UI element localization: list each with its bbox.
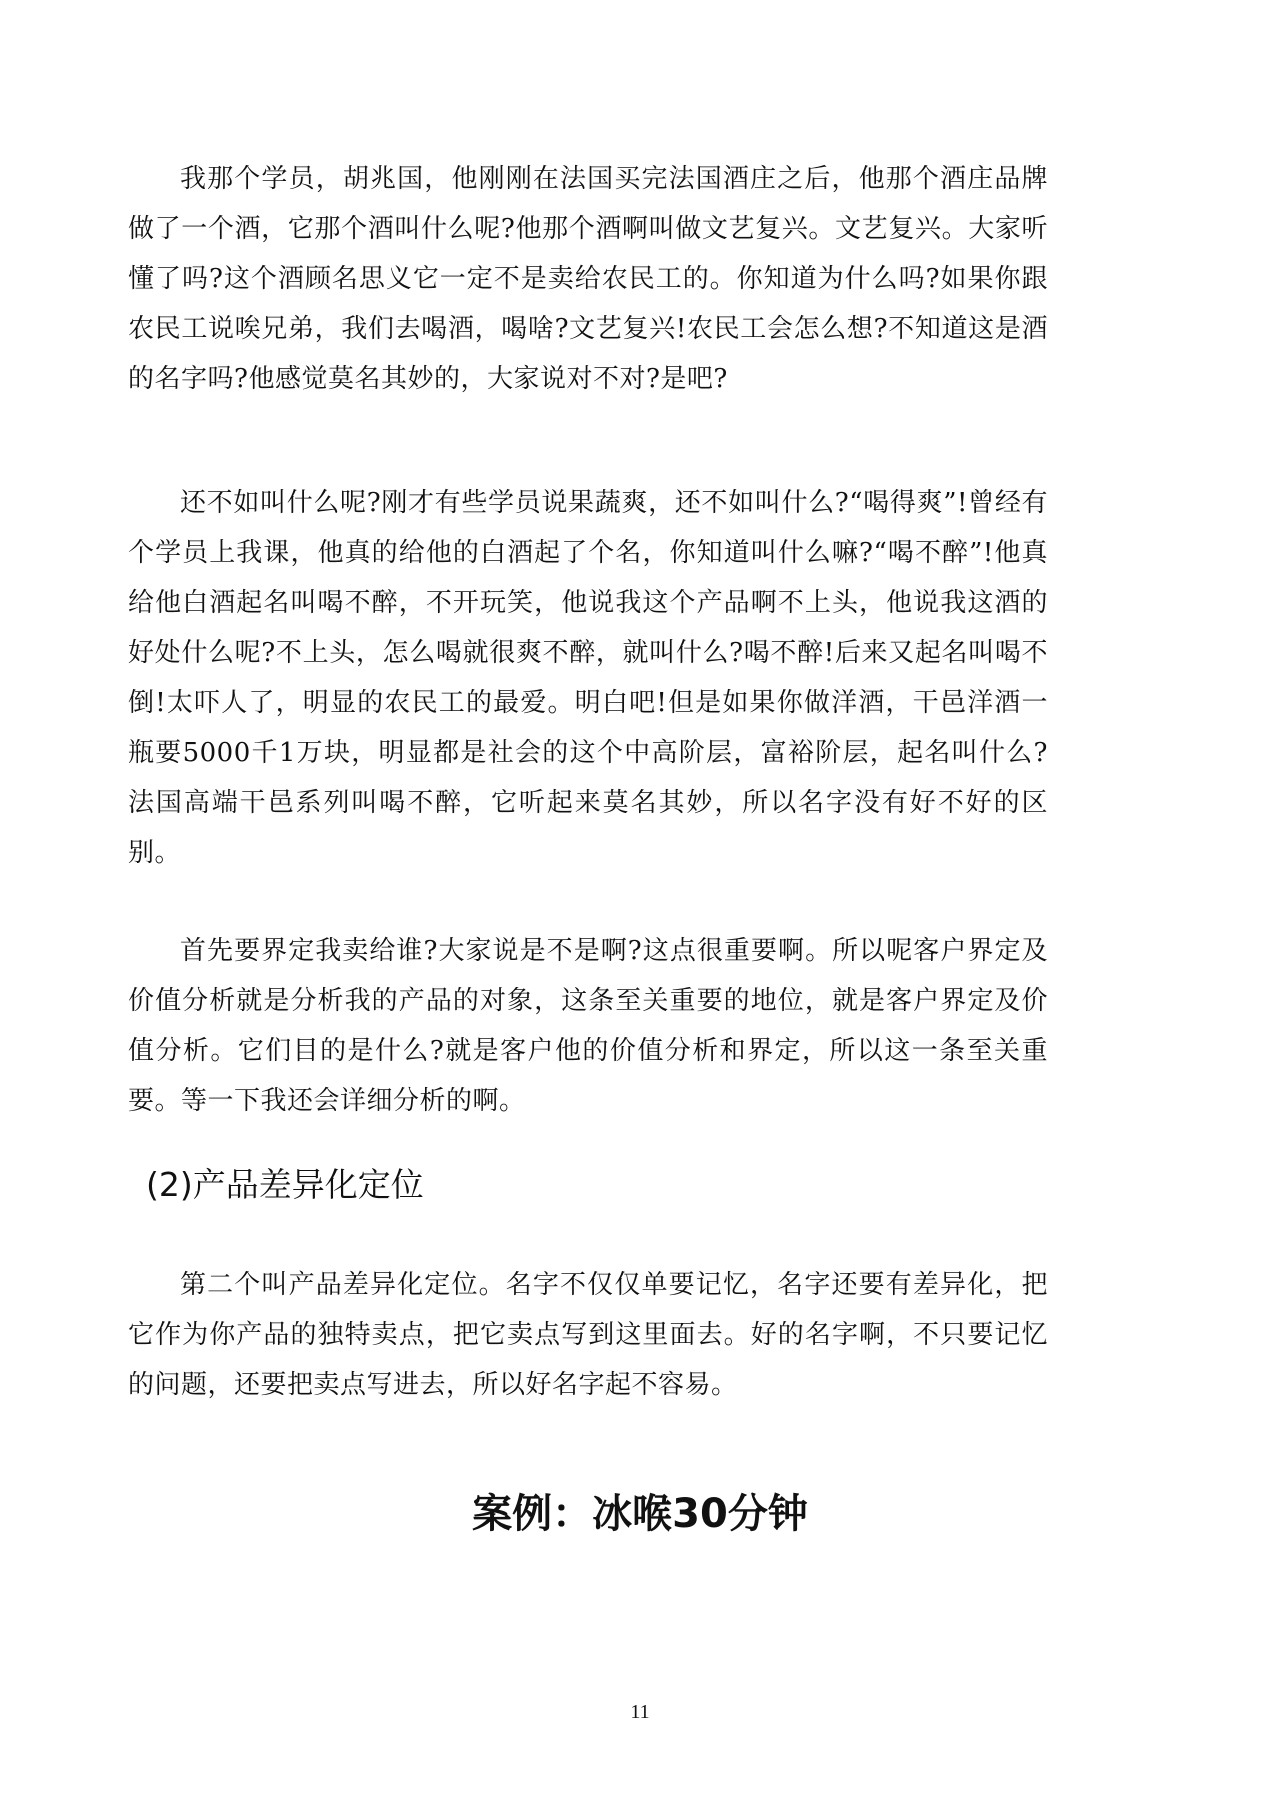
case-title: 案例：冰喉30分钟 — [472, 1491, 808, 1537]
paragraph-wine-name-story: 我那个学员，胡兆国，他刚刚在法国买完法国酒庄之后，他那个酒庄品牌做了一个酒，它那个酒叫什么呢?他那个酒啊叫做文艺复兴。文艺复兴。大家听懂了吗?这个酒顾名思义它一定不是卖给农民工的。你知道为什么吗?如果你跟农民工说唉兄弟，我们去喝酒，喝啥?文艺复兴!农民工会怎么想?不知道这是酒的名字吗?他感觉莫名其妙的，大家说对不对?是吧? — [128, 164, 1048, 394]
paragraph-liquor-naming: 还不如叫什么呢?刚才有些学员说果蔬爽，还不如叫什么?“喝得爽”!曾经有个学员上我课，他真的给他的白酒起了个名，你知道叫什么嘛?“喝不醉”!他真给他白酒起名叫喝不醉，不开玩笑，他说我这个产品啊不上头，他说我这酒的好处什么呢?不上头，怎么喝就很爽不醉，就叫什么?喝不醉!后来又起名叫喝不倒!太吓人了，明显的农民工的最爱。明白吧!但是如果你做洋酒，干邑洋酒一瓶要5000千1万块，明显都是社会的这个中高阶层，富裕阶层，起名叫什么?法国高端干邑系列叫喝不醉，它听起来莫名其妙，所以名字没有好不好的区别。 — [128, 488, 1049, 868]
paragraph-product-differentiation: 第二个叫产品差异化定位。名字不仅仅单要记忆，名字还要有差异化，把它作为你产品的独特卖点，把它卖点写到这里面去。好的名字啊，不只要记忆的问题，还要把卖点写进去，所以好名字起不容易。 — [128, 1270, 1048, 1400]
paragraph-customer-definition: 首先要界定我卖给谁?大家说是不是啊?这点很重要啊。所以呢客户界定及价值分析就是分析我的产品的对象，这条至关重要的地位，就是客户界定及价值分析。它们目的是什么?就是客户他的价值分析和界定，所以这一条至关重要。等一下我还会详细分析的啊。 — [128, 936, 1048, 1116]
section-heading: (2)产品差异化定位 — [146, 1165, 424, 1204]
page-number: 11 — [630, 1701, 650, 1723]
